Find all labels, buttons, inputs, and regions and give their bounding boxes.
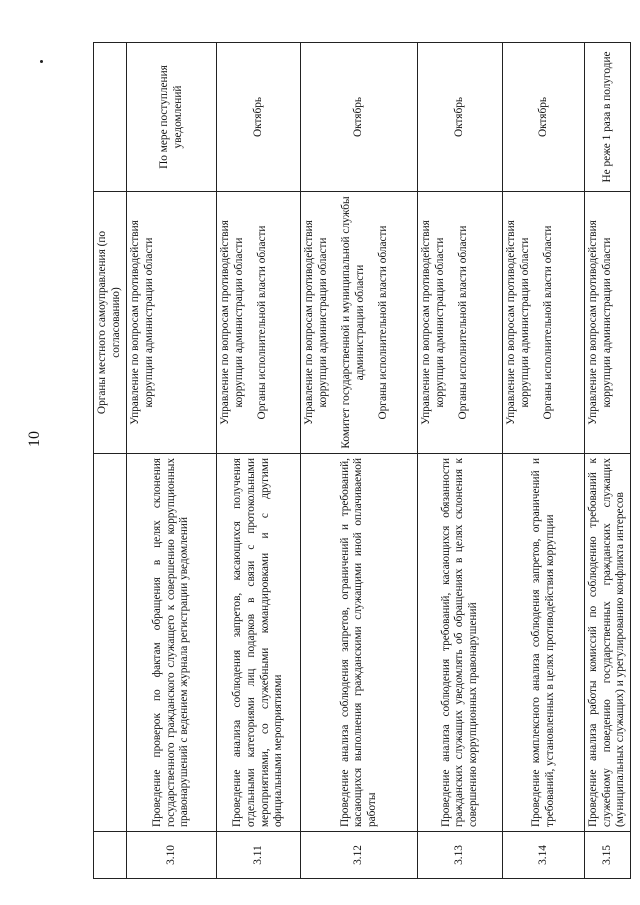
row-term: По мере поступления уведомлений [127, 43, 217, 192]
row-responsible [301, 192, 418, 454]
responsible-entry: Управление по вопросам противодействия коррупции администрации области [420, 220, 446, 425]
row-description: Проведение анализа соблюдения требований, касающихся обязанности гражданских служащих уведомлять об обращениях в целях склонения к совершению коррупционных правонарушений [418, 454, 503, 832]
header-cell-num [94, 832, 127, 879]
responsible-entry: Управление по вопросам противодействия коррупции администрации области [303, 220, 329, 425]
row-term: Октябрь [418, 43, 503, 192]
row-number: 3.13 [418, 832, 503, 879]
table-row [418, 43, 503, 879]
row-number: 3.10 [127, 832, 217, 879]
row-term: Не реже 1 раза в полугодие [585, 43, 631, 192]
measures-table [93, 42, 631, 879]
table-row [503, 43, 585, 879]
table-row [301, 43, 418, 879]
row-responsible [503, 192, 585, 454]
row-term: Октябрь [217, 43, 301, 192]
header-cell-responsible: Органы местного самоуправления (по согласованию) [94, 192, 127, 454]
row-description: Проведение анализа соблюдения запретов, ограничений и требований, касающихся выполнения гражданскими служащими иной оплачиваемой работы [301, 454, 418, 832]
row-number: 3.11 [217, 832, 301, 879]
row-responsible [217, 192, 301, 454]
row-responsible [585, 192, 631, 454]
row-term: Октябрь [503, 43, 585, 192]
row-description: Проведение анализа работы комиссий по соблюдению требований к служебному поведению государственных гражданских служащих (муниципальных служащих) и урегулированию конфликта интересов [585, 454, 631, 832]
responsible-entry: Управление по вопросам противодействия коррупции администрации области [219, 220, 245, 425]
row-description: Проведение анализа соблюдения запретов, касающихся получения отдельными категориями лиц подарков в связи с протокольными мероприятиями, со служебными командировками и с другими официальными мероприятиями [217, 454, 301, 832]
responsible-entry: Органы исполнительной власти области [457, 225, 470, 420]
row-responsible [127, 192, 217, 454]
responsible-entry: Органы исполнительной власти области [542, 225, 555, 420]
responsible-entry: Управление по вопросам противодействия коррупции администрации области [505, 220, 531, 425]
row-term: Октябрь [301, 43, 418, 192]
responsible-entry: Органы исполнительной власти области [256, 225, 269, 420]
header-cell-term [94, 43, 127, 192]
responsible-entry: Управление по вопросам противодействия коррупции администрации области [587, 220, 613, 425]
header-row [94, 43, 127, 879]
header-cell-desc [94, 454, 127, 832]
rotated-table-container [93, 43, 627, 879]
row-description: Проведение комплексного анализа соблюдения запретов, ограничений и требований, установленных в целях противодействия коррупции [503, 454, 585, 832]
scan-speck [40, 60, 43, 63]
row-number: 3.15 [585, 832, 631, 879]
row-number: 3.12 [301, 832, 418, 879]
table-row [217, 43, 301, 879]
table-row [585, 43, 631, 879]
row-number: 3.14 [503, 832, 585, 879]
responsible-entry: Управление по вопросам противодействия коррупции администрации области [129, 220, 155, 425]
row-responsible [418, 192, 503, 454]
page-number: 10 [26, 431, 43, 447]
responsible-entry: Органы исполнительной власти области [377, 225, 390, 420]
table-row [127, 43, 217, 879]
row-description: Проведение проверок по фактам обращения в целях склонения государственного гражданского служащего к совершению коррупционных правонарушений с ведением журнала регистрации уведомлений [127, 454, 217, 832]
responsible-entry: Комитет государственной и муниципальной службы администрации области [340, 196, 366, 449]
